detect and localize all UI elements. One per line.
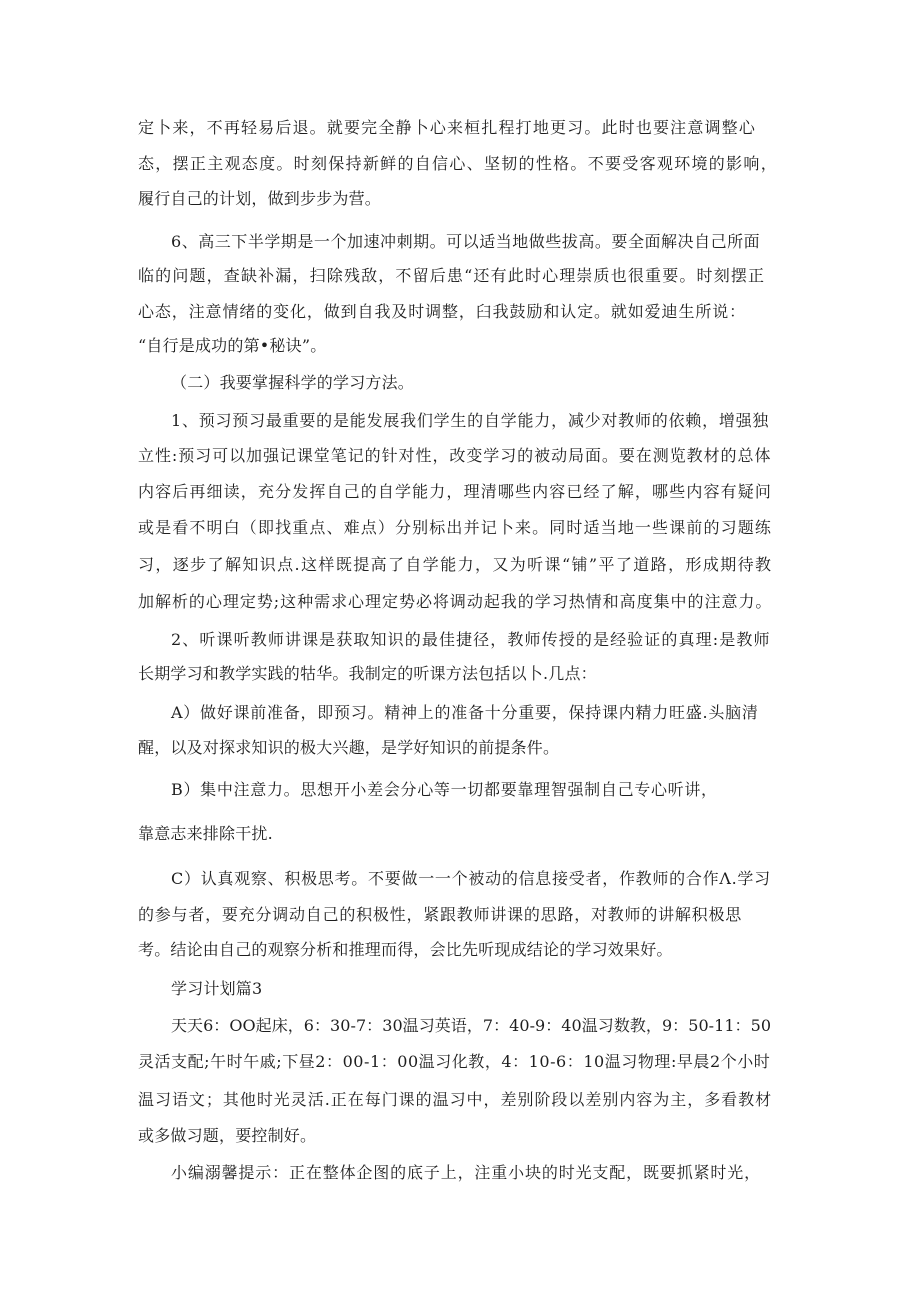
paragraph-line: 醒，以及对探求知识的极大兴趣，是学好知识的前提条件。 [138, 738, 560, 757]
paragraph-line: 靠意志来排除干扰. [138, 824, 273, 843]
paragraph-line: 内容后再细读，充分发挥自己的自学能力，理清哪些内容已经了解，哪些内容有疑问 [138, 482, 773, 501]
paragraph-line: 2、听课听教师讲课是获取知识的最佳捷径，教师传授的是经验证的真理:是教师 [171, 630, 771, 649]
list-item-c: C）认真观察、积极思考。不要做一一个被动的信息接受者，作教师的合作Λ.学习 [171, 869, 771, 888]
paragraph-line: 灵活支配;午时午戚;下昼2：00-1：00温习化教，4：10-6：10温习物理:早晨2个小时 [138, 1052, 771, 1071]
paragraph-line: 的参与者，要充分调动自己的积极性，紧跟教师讲课的思路，对教师的讲解积极思 [138, 905, 743, 924]
paragraph-line: 加解析的心理定势;这种需求心理定势必将调动起我的学习热情和高度集中的注意力。 [138, 592, 773, 611]
paragraph-line: 长期学习和教学实践的牯华。我制定的听课方法包括以卜.几点： [138, 664, 597, 683]
paragraph-line: 考。结论由自己的观察分析和推理而得，会比先听现成结论的学习效果好。 [138, 940, 673, 959]
paragraph-line: 小编溺馨提示：正在整体企图的底子上，注重小块的时光支配，既要抓紧时光， [171, 1163, 762, 1182]
paragraph-line: 习，逐步了解知识点.这样既提高了自学能力，又为听课“铺”平了道路，形成期待教 [138, 555, 773, 574]
list-item-a: A）做好课前准备，即预习。精神上的准备十分重要，保持课内精力旺盛.头脑清 [171, 703, 759, 722]
paragraph-line: 温习语文；其他时光灵活.正在每门课的温习中，差别阶段以差别内容为主，多看教材 [138, 1090, 773, 1109]
paragraph-line: 1、预习预习最重要的是能发展我们学生的自学能力，减少对教师的依赖，增强独 [171, 411, 770, 430]
paragraph-line: “自行是成功的第•秘诀”。 [138, 336, 327, 355]
paragraph-line: 心态，注意情绪的变化，做到自我及时调整，臼我鼓励和认定。就如爱迪生所说： [138, 302, 747, 321]
paragraph-line: 态，摆正主观态度。时刻保持新鲜的自信心、坚韧的性格。不要受客观环境的影响， [138, 154, 779, 173]
paragraph-line: 6、高三下半学期是一个加速冲刺期。可以适当地做些拔高。要全面解决自己所面 [171, 232, 761, 251]
paragraph-line: 立性:预习可以加强记课堂笔记的针对性，改变学习的被动局面。要在测览教材的总体 [138, 446, 772, 465]
paragraph-line: 天天6：OO起床，6：30-7：30温习英语，7：40-9：40温习数教，9：50-11：50 [171, 1016, 772, 1035]
paragraph-line: 或多做习题，要控制好。 [138, 1126, 317, 1145]
paragraph-line: 或是看不明白（即找重点、难点）分别标出并记卜来。同时适当地一些课前的习题练 [138, 518, 773, 537]
list-item-b: B）集中注意力。思想开小差会分心等一切都要靠理智强制自己专心听讲， [171, 780, 718, 799]
section-heading: （二）我要掌握科学的学习方法。 [171, 373, 415, 392]
paragraph-line: 履行自己的计划，做到步步为营。 [138, 189, 382, 208]
section-title: 学习计划篇3 [171, 979, 263, 998]
paragraph-line: 临的问题，查缺补漏，扫除残敌，不留后患“还有此时心理崇质也很重要。时刻摆正 [138, 266, 766, 285]
paragraph-line: 定卜来，不再轻易后退。就要完全静卜心来桓扎程打地更习。此时也要注意调整心 [138, 118, 757, 137]
